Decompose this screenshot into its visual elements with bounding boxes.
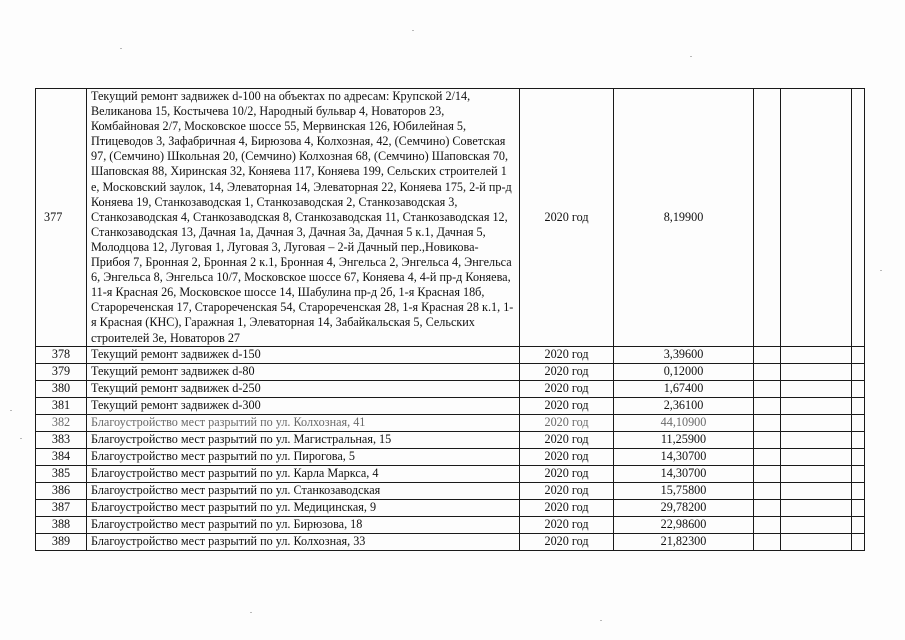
work-year: 2020 год	[520, 499, 614, 516]
scan-noise	[690, 56, 692, 57]
scan-noise	[600, 620, 602, 621]
work-description: Текущий ремонт задвижек d-250	[87, 380, 520, 397]
empty-cell	[852, 482, 865, 499]
work-amount: 3,39600	[614, 346, 754, 363]
empty-cell	[852, 431, 865, 448]
empty-cell	[852, 346, 865, 363]
empty-cell	[754, 363, 781, 380]
empty-cell	[781, 363, 852, 380]
work-description: Благоустройство мест разрытий по ул. Пирогова, 5	[87, 448, 520, 465]
table-row	[36, 397, 865, 414]
empty-cell	[852, 499, 865, 516]
table-row	[36, 482, 865, 499]
row-number: 381	[36, 397, 87, 414]
empty-cell	[754, 482, 781, 499]
work-year: 2020 год	[520, 465, 614, 482]
work-description: Текущий ремонт задвижек d-100 на объектах по адресам: Крупской 2/14, Великанова 15, Костычева 10/2, Народный бульвар 4, Новаторов 23, Комбайновая 2/7, Московское шоссе 55, Мервинская 126, Юбилейная 5, Птицеводов 3, Зафабричная 4, Бирюзова 4, Колхозная, 42, (Семчино) Советская 97, (Семчино) Школьная 20, (Семчино) Колхозная 68, (Семчино) Шаповская 70, Шаповская 88, Хиринская 32, Коняева 117, Коняева 199, Сельских строителей 1 е, Московский заулок, 14, Элеваторная 14, Элеваторная 22, Коняева 175, 2-й пр-д Коняева 19, Станкозаводская 1, Станкозаводская 2, Станкозаводская 3, Станкозаводская 4, Станкозаводская 8, Станкозаводская 11, Станкозаводская 12, Станкозаводская 13, Дачная 1а, Дачная 3, Дачная 3а, Дачная 5 к.1, Дачная 5, Молодцова 12, Луговая 1, Луговая 3, Луговая – 2-й Дачный пер.,Новикова-Прибоя 7, Бронная 2, Бронная 2 к.1, Бронная 4, Энгельса 2, Энгельса 4, Энгельса 6, Энгельса 8, Энгельса 10/7, Московское шоссе 67, Коняева 4, 4-й пр-д Коняева, 11-я Красная 26, Московское шоссе 14, Шабулина пр-д 2б, 1-я Красная 18б, Старореченская 17, Старореченская 54, Старореченская 28, 1-я Красная 28 к.1, 1-я Красная (КНС), Гаражная 1, Элеваторная 14, Забайкальская 5, Сельских строителей 3е, Новаторов 27	[87, 89, 520, 347]
work-year: 2020 год	[520, 431, 614, 448]
empty-cell	[754, 465, 781, 482]
empty-cell	[852, 533, 865, 550]
empty-cell	[754, 431, 781, 448]
empty-cell	[852, 363, 865, 380]
scan-noise	[250, 612, 252, 613]
table-row	[36, 448, 865, 465]
work-year: 2020 год	[520, 380, 614, 397]
scan-noise	[412, 30, 414, 31]
table-row	[36, 346, 865, 363]
work-year: 2020 год	[520, 363, 614, 380]
row-number: 378	[36, 346, 87, 363]
work-description: Благоустройство мест разрытий по ул. Колхозная, 41	[87, 414, 520, 431]
table-row	[36, 363, 865, 380]
work-amount: 14,30700	[614, 448, 754, 465]
work-year: 2020 год	[520, 516, 614, 533]
empty-cell	[781, 89, 852, 347]
row-number: 389	[36, 533, 87, 550]
scan-noise	[10, 410, 12, 411]
row-number: 388	[36, 516, 87, 533]
empty-cell	[781, 448, 852, 465]
scan-noise	[20, 438, 22, 439]
work-amount: 44,10900	[614, 414, 754, 431]
table-row	[36, 533, 865, 550]
empty-cell	[781, 431, 852, 448]
work-year: 2020 год	[520, 89, 614, 347]
work-year: 2020 год	[520, 414, 614, 431]
row-number: 379	[36, 363, 87, 380]
empty-cell	[852, 397, 865, 414]
empty-cell	[852, 516, 865, 533]
empty-cell	[754, 397, 781, 414]
empty-cell	[754, 414, 781, 431]
row-number: 386	[36, 482, 87, 499]
row-number: 382	[36, 414, 87, 431]
empty-cell	[852, 465, 865, 482]
empty-cell	[754, 533, 781, 550]
scan-noise	[880, 270, 882, 271]
row-number: 377	[36, 89, 87, 347]
work-description: Благоустройство мест разрытий по ул. Станкозаводская	[87, 482, 520, 499]
work-year: 2020 год	[520, 533, 614, 550]
empty-cell	[781, 465, 852, 482]
work-year: 2020 год	[520, 346, 614, 363]
table-row	[36, 516, 865, 533]
work-year: 2020 год	[520, 448, 614, 465]
empty-cell	[781, 346, 852, 363]
work-year: 2020 год	[520, 397, 614, 414]
empty-cell	[852, 380, 865, 397]
empty-cell	[781, 499, 852, 516]
work-amount: 8,19900	[614, 89, 754, 347]
work-description: Благоустройство мест разрытий по ул. Бирюзова, 18	[87, 516, 520, 533]
work-description: Благоустройство мест разрытий по ул. Карла Маркса, 4	[87, 465, 520, 482]
empty-cell	[754, 516, 781, 533]
work-description: Благоустройство мест разрытий по ул. Магистральная, 15	[87, 431, 520, 448]
empty-cell	[852, 448, 865, 465]
work-amount: 22,98600	[614, 516, 754, 533]
table-row	[36, 380, 865, 397]
works-table	[35, 88, 865, 551]
empty-cell	[781, 516, 852, 533]
row-number: 383	[36, 431, 87, 448]
row-number: 387	[36, 499, 87, 516]
row-number: 380	[36, 380, 87, 397]
work-amount: 11,25900	[614, 431, 754, 448]
work-amount: 21,82300	[614, 533, 754, 550]
table-row	[36, 431, 865, 448]
empty-cell	[781, 397, 852, 414]
empty-cell	[754, 346, 781, 363]
work-year: 2020 год	[520, 482, 614, 499]
empty-cell	[754, 448, 781, 465]
scan-noise	[120, 48, 122, 49]
row-number: 385	[36, 465, 87, 482]
work-amount: 15,75800	[614, 482, 754, 499]
empty-cell	[781, 482, 852, 499]
work-amount: 29,78200	[614, 499, 754, 516]
work-amount: 2,36100	[614, 397, 754, 414]
work-description: Текущий ремонт задвижек d-150	[87, 346, 520, 363]
table-row	[36, 414, 865, 431]
work-description: Благоустройство мест разрытий по ул. Медицинская, 9	[87, 499, 520, 516]
empty-cell	[754, 89, 781, 347]
empty-cell	[754, 380, 781, 397]
table-row	[36, 89, 865, 347]
work-description: Текущий ремонт задвижек d-80	[87, 363, 520, 380]
empty-cell	[781, 533, 852, 550]
work-description: Текущий ремонт задвижек d-300	[87, 397, 520, 414]
table-row	[36, 465, 865, 482]
empty-cell	[852, 414, 865, 431]
work-amount: 14,30700	[614, 465, 754, 482]
table-row	[36, 499, 865, 516]
row-number: 384	[36, 448, 87, 465]
work-amount: 0,12000	[614, 363, 754, 380]
empty-cell	[781, 414, 852, 431]
empty-cell	[852, 89, 865, 347]
empty-cell	[754, 499, 781, 516]
empty-cell	[781, 380, 852, 397]
work-amount: 1,67400	[614, 380, 754, 397]
work-description: Благоустройство мест разрытий по ул. Колхозная, 33	[87, 533, 520, 550]
